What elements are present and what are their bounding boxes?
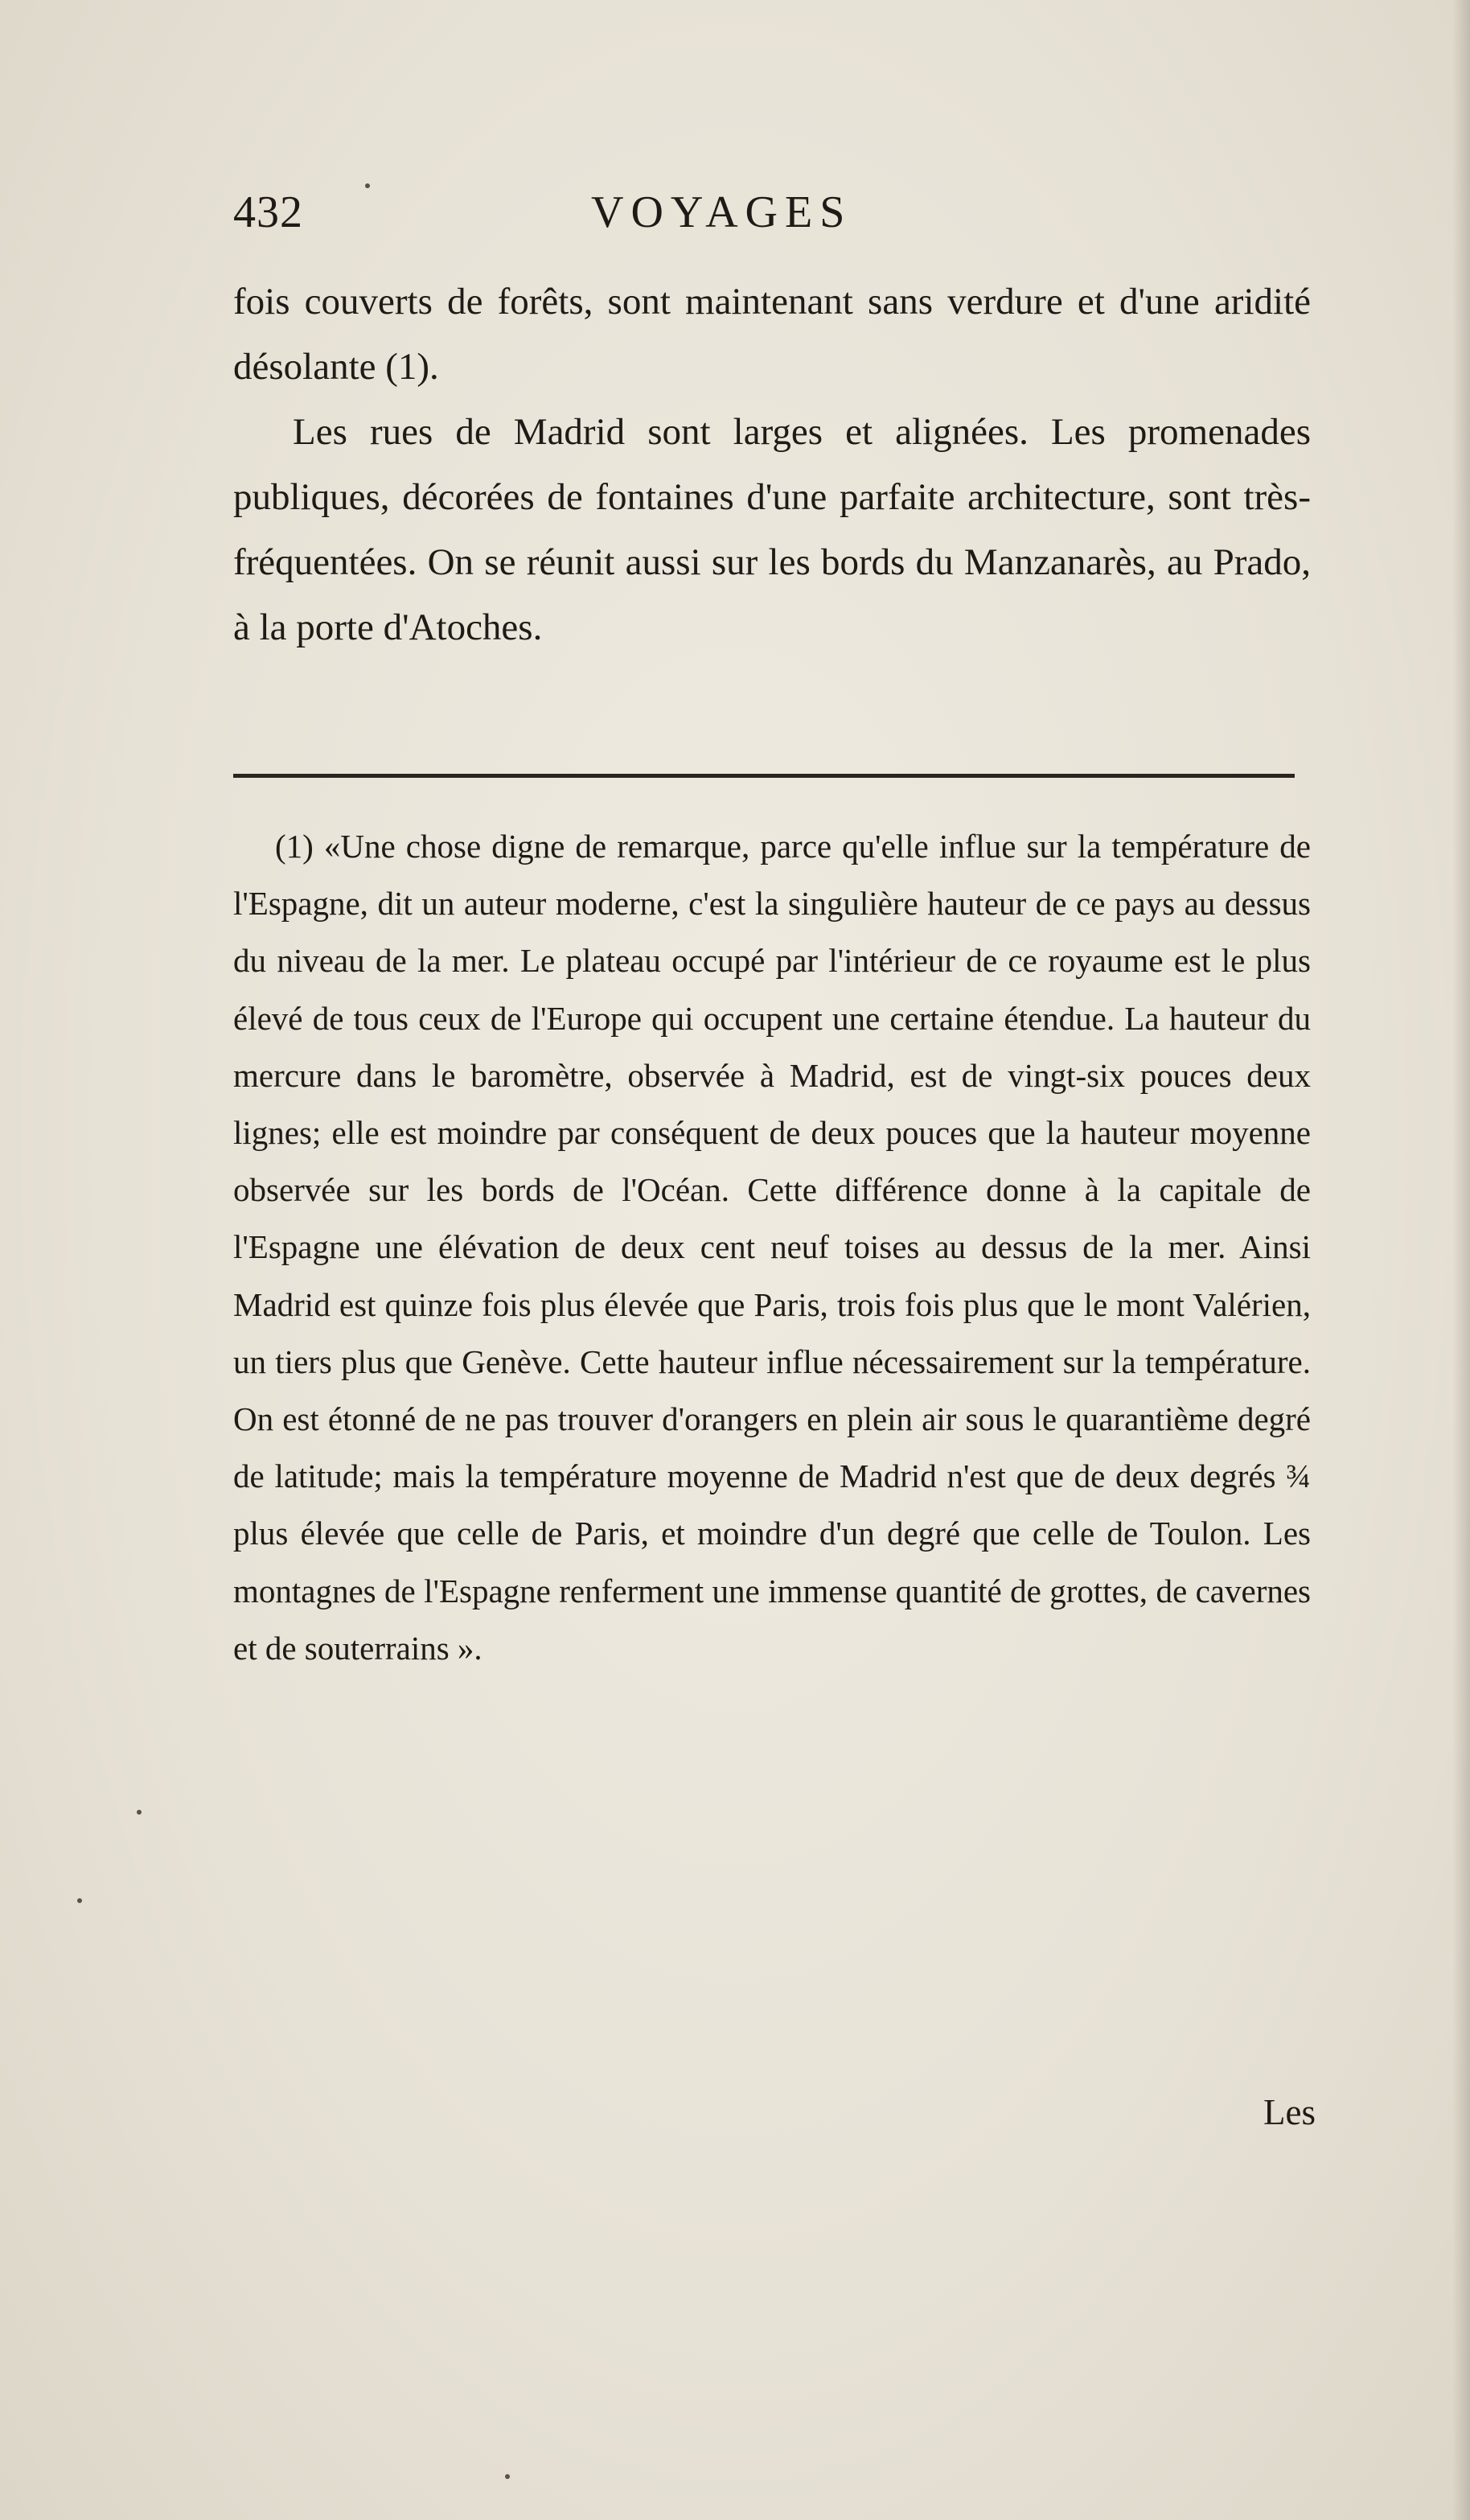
- catchword: Les: [1263, 2092, 1316, 2132]
- page-header: [233, 187, 1311, 243]
- footnote: (1) «Une chose digne de remarque, parce qu'elle influe sur la température de l'Espagne, dit un auteur moderne, c'est la singulière hauteur de ce pays au dessus du niveau de la mer. Le plateau occupé par l'intérieur de ce royaume est le plus élevé de tous ceux de l'Europe qui occupent une certaine étendue. La hauteur du mercure dans le baromètre, observée à Madrid, est de vingt-six pouces deux lignes; elle est moindre par conséquent de deux pouces que la hauteur moyenne observée sur les bords de l'Océan. Cette différence donne à la capitale de l'Espagne une élévation de deux cent neuf toises au dessus de la mer. Ainsi Madrid est quinze fois plus élevée que Paris, trois fois plus que le mont Valérien, un tiers plus que Genève. Cette hauteur influe nécessairement sur la température. On est étonné de ne pas trouver d'orangers en plein air sous le quarantième degré de latitude; mais la température moyenne de Madrid n'est que de deux degrés ¾ plus élevée que celle de Paris, et moindre d'un degré que celle de Toulon. Les montagnes de l'Espagne renferment une immense quantité de grottes, de cavernes et de souterrains ».: [233, 828, 1311, 1667]
- paper-speck: [365, 183, 370, 188]
- paragraph-continuation: fois couverts de forêts, sont maintenant sans verdure et d'une aridité désolante (1).: [233, 281, 1311, 388]
- main-text: [233, 269, 1311, 660]
- footnote-separator-rule: [233, 774, 1295, 778]
- paper-speck: [505, 2474, 510, 2479]
- page-number: 432: [233, 187, 303, 237]
- running-title: VOYAGES: [591, 187, 852, 237]
- paper-speck: [137, 1810, 142, 1815]
- page-edge-shadow: [1452, 0, 1470, 2520]
- paragraph-madrid-streets: Les rues de Madrid sont larges et alignées. Les promenades publiques, décorées de fontaines d'une parfaite architecture, sont très-fréquentées. On se réunit aussi sur les bords du Manzanarès, au Prado, à la porte d'Atoches.: [233, 411, 1311, 648]
- paper-speck: [77, 1898, 82, 1903]
